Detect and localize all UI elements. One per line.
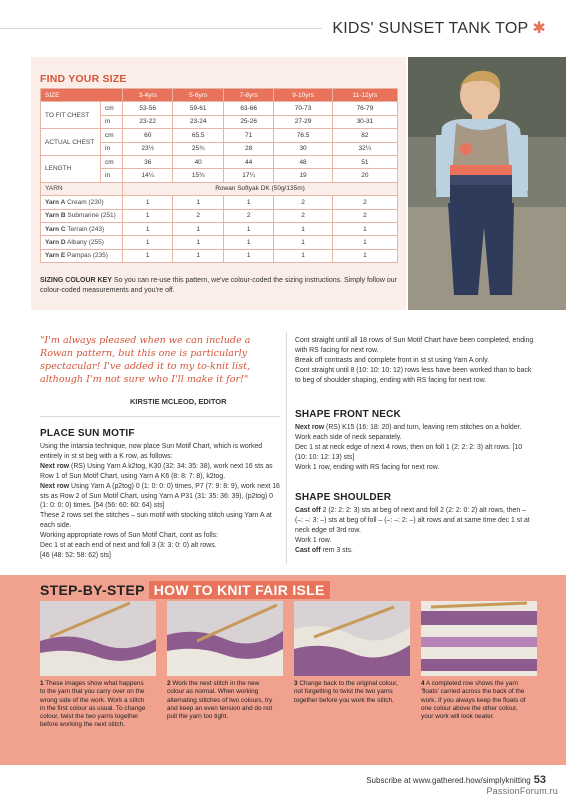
sizing-colour-key xyxy=(40,276,400,295)
paragraph: [46 (48: 52: 58: 62) sts] xyxy=(40,551,111,559)
yarn-row xyxy=(41,249,398,262)
value-cell: 70-73 xyxy=(274,102,332,115)
yarn-code: Yarn D xyxy=(45,238,66,246)
unit-cell: in xyxy=(101,169,123,182)
knitting-photo-4 xyxy=(421,601,537,676)
yarn-label-cell xyxy=(41,209,123,222)
yarn-row xyxy=(41,209,398,222)
value-cell: 1 xyxy=(274,236,332,249)
right-column-intro xyxy=(295,336,535,386)
value-cell: 2 xyxy=(173,209,223,222)
value-cell: 63-66 xyxy=(223,102,273,115)
yarn-label-cell xyxy=(41,249,123,262)
find-size-heading: FIND YOUR SIZE xyxy=(40,73,127,85)
value-cell: 25¾ xyxy=(173,142,223,155)
editor-quote: "I'm always pleased when we can include a Rowan pattern, but this one is particularly spectacular! I've added it to my to-knit list, although I'm not sure who I'll make it for!" xyxy=(40,335,251,385)
value-cell: 28 xyxy=(223,142,273,155)
size-name: 5-6yrs xyxy=(173,89,223,102)
measurement-label: TO FIT CHEST xyxy=(41,102,101,129)
value-cell: 71 xyxy=(223,129,273,142)
paragraph xyxy=(295,423,535,433)
value-cell: 30-31 xyxy=(332,115,397,128)
yarn-row xyxy=(41,196,398,209)
size-name: 11-12yrs xyxy=(332,89,397,102)
table-row xyxy=(41,155,398,168)
paragraph xyxy=(40,462,280,482)
step-text: Change back to the original colour, not forgetting to twist the two yarns together before you work the stitch. xyxy=(294,680,398,704)
watermark: PassionForum.ru xyxy=(486,786,558,796)
value-cell: 30 xyxy=(274,142,332,155)
page-number: 53 xyxy=(533,774,546,786)
front-neck-body xyxy=(295,423,535,473)
row-label: Next row xyxy=(295,424,325,431)
value-cell: 1 xyxy=(173,196,223,209)
knitting-photo-3 xyxy=(294,601,410,676)
yarn-row xyxy=(41,222,398,235)
section-heading-place-sun: PLACE SUN MOTIF xyxy=(40,428,135,439)
model-photo xyxy=(408,57,566,310)
value-cell: 1 xyxy=(332,236,397,249)
value-cell: 36 xyxy=(123,155,173,168)
paragraph: Working appropriate rows of Sun Motif Chart, cont as folls: xyxy=(40,532,218,540)
value-cell: 2 xyxy=(274,196,332,209)
value-cell: 17¼ xyxy=(223,169,273,182)
paragraph: Work 1 row. xyxy=(295,536,332,544)
section-heading-front-neck: SHAPE FRONT NECK xyxy=(295,409,401,420)
value-cell: 23½ xyxy=(123,142,173,155)
step-image xyxy=(421,601,537,676)
place-sun-body xyxy=(40,442,280,561)
header-rule xyxy=(0,28,350,29)
value-cell: 1 xyxy=(123,236,173,249)
size-header-row xyxy=(41,89,398,102)
value-cell: 1 xyxy=(223,236,273,249)
step-by-step-heading xyxy=(40,582,330,598)
value-cell: 1 xyxy=(173,249,223,262)
value-cell: 2 xyxy=(223,209,273,222)
step-number: 1 xyxy=(40,680,44,687)
paragraph: Break off contrasts and complete front in st st using Yarn A only. xyxy=(295,356,490,364)
size-label: SIZE xyxy=(41,89,123,102)
paragraph: Using the intarsia technique, now place Sun Motif Chart, which is worked entirely in st st beg with a K row, as follows: xyxy=(40,443,263,460)
step-image xyxy=(294,601,410,676)
value-cell: 53-56 xyxy=(123,102,173,115)
yarn-label-cell xyxy=(41,236,123,249)
yarn-code: Yarn C xyxy=(45,225,66,233)
row-text: Using Yarn A (p2tog) 0 (1: 0: 0: 0) times, P7 (7: 9: 8: 9), work next 16 sts as Row 2 of Sun Motif Chart, using Yarn A P31 (31: 35: 36: 39), (p2tog) 0 (1: 0: 0: 0) times. [54 (56: 60: 60: 64) sts] xyxy=(40,482,280,510)
value-cell: 1 xyxy=(123,222,173,235)
step-image xyxy=(167,601,283,676)
paragraph: Cont straight until all 18 rows of Sun Motif Chart have been completed, ending with RS facing for next row. xyxy=(295,337,534,354)
value-cell: 59-61 xyxy=(173,102,223,115)
value-cell: 23-24 xyxy=(173,115,223,128)
value-cell: 19 xyxy=(274,169,332,182)
row-label: Cast off xyxy=(295,546,321,554)
value-cell: 48 xyxy=(274,155,332,168)
quote-author: KIRSTIE MCLEOD, EDITOR xyxy=(130,397,227,406)
unit-cell: in xyxy=(101,115,123,128)
row-label: Cast off xyxy=(295,507,321,514)
column-divider xyxy=(286,332,287,564)
size-name: 9-10yrs xyxy=(274,89,332,102)
value-cell: 27-29 xyxy=(274,115,332,128)
yarn-label-cell xyxy=(41,196,123,209)
unit-cell: in xyxy=(101,142,123,155)
subscribe-link[interactable]: Subscribe at www.gathered.how/simplyknitting xyxy=(366,776,531,785)
paragraph: Cont straight until 8 (10: 10: 10: 12) rows less have been worked than to back to beg of shoulder shaping, ending with RS facing for next row. xyxy=(295,366,532,384)
paragraph xyxy=(40,482,280,512)
row-text: (RS) Using Yarn A k2tog, K30 (32: 34: 35: 38), work next 16 sts as Row 1 of Sun Motif Chart, using Yarn A K6 (8: 8: 7: 8), k2tog. xyxy=(40,462,273,480)
value-cell: 76-79 xyxy=(332,102,397,115)
yarn-name: Rowan Softyak DK (50g/135m) xyxy=(123,182,398,195)
yarn-header-row xyxy=(41,182,398,195)
value-cell: 1 xyxy=(123,196,173,209)
yarn-colour: Terrain (243) xyxy=(67,225,105,233)
yarn-colour: Albany (255) xyxy=(67,238,104,246)
value-cell: 20 xyxy=(332,169,397,182)
unit-cell: cm xyxy=(101,155,123,168)
yarn-label: YARN xyxy=(41,182,123,195)
value-cell: 65.5 xyxy=(173,129,223,142)
step-text: Work the next stitch in the new colour as normal. When working alternating stitches of two colours, try and keep an even tension and do not pull the yarn too tight. xyxy=(167,680,273,721)
value-cell: 76.5 xyxy=(274,129,332,142)
paragraph: Work each side of neck separately. xyxy=(295,433,402,441)
value-cell: 2 xyxy=(274,209,332,222)
paragraph xyxy=(295,546,535,556)
step-caption xyxy=(167,680,277,721)
value-cell: 40 xyxy=(173,155,223,168)
value-cell: 44 xyxy=(223,155,273,168)
value-cell: 25-26 xyxy=(223,115,273,128)
row-label: Next row xyxy=(40,482,70,490)
step-caption xyxy=(421,680,531,721)
row-text: (RS) K15 (16: 18: 20) and turn, leaving rem stitches on a holder. xyxy=(326,424,522,431)
row-text: rem 3 sts. xyxy=(322,546,353,554)
yarn-label-cell xyxy=(41,222,123,235)
value-cell: 1 xyxy=(123,249,173,262)
value-cell: 1 xyxy=(274,222,332,235)
page-header xyxy=(0,16,566,42)
key-title: SIZING COLOUR KEY xyxy=(40,277,112,284)
value-cell: 2 xyxy=(332,209,397,222)
page-title xyxy=(322,16,554,42)
unit-cell: cm xyxy=(101,129,123,142)
step-caption xyxy=(40,680,150,730)
child-photo-illustration xyxy=(408,57,566,310)
knitting-photo-2 xyxy=(167,601,283,676)
value-cell: 15¾ xyxy=(173,169,223,182)
value-cell: 1 xyxy=(274,249,332,262)
key-text: So you can re-use this pattern, we've colour-coded the sizing instructions. Simply follow our colour-coded measurements and you're off. xyxy=(40,277,397,294)
table-row xyxy=(41,102,398,115)
paragraph xyxy=(295,506,535,536)
yarn-code: Yarn E xyxy=(45,252,66,260)
value-cell: 1 xyxy=(223,196,273,209)
step-number: 4 xyxy=(421,680,425,687)
table-row xyxy=(41,129,398,142)
asterisk-icon: ✱ xyxy=(532,20,546,37)
size-table xyxy=(40,88,398,263)
value-cell: 1 xyxy=(123,209,173,222)
page-title-text: KIDS' SUNSET TANK TOP xyxy=(332,20,529,37)
divider xyxy=(40,416,280,417)
knitting-photo-1 xyxy=(40,601,156,676)
row-text: 2 (2: 2: 2: 3) sts at beg of next and foll 2 (2: 2: 0: 2) alt rows, then – (–: –: 3: –) sts at beg of foll – (–: –: 2: –) alt rows and at same time dec 1 st at neck edge of 3rd row. xyxy=(295,507,530,534)
paragraph: Dec 1 st at each end of next and foll 3 (3: 3: 0: 0) alt rows. xyxy=(40,542,217,550)
value-cell: 1 xyxy=(332,249,397,262)
value-cell: 23-22 xyxy=(123,115,173,128)
step-text: A completed row shows the yarn 'floats' carried across the back of the work. If you always keep the floats of one colour above the other colour, your work will look neater. xyxy=(421,680,526,721)
paragraph: These 2 rows set the stitches – sun motif with stocking stitch using Yarn A at each side. xyxy=(40,512,272,530)
value-cell: 1 xyxy=(223,249,273,262)
value-cell: 32¼ xyxy=(332,142,397,155)
step-text: These images show what happens to the yarn that you carry over on the wrong side of the work. Work a stitch in the first colour as usual. To change colour, twist the two yarns together before working the next stitch. xyxy=(40,680,146,729)
value-cell: 2 xyxy=(332,196,397,209)
heading-part-b: HOW TO KNIT FAIR ISLE xyxy=(149,581,330,599)
shoulder-body xyxy=(295,506,535,556)
step-number: 2 xyxy=(167,680,171,687)
page-footer xyxy=(366,774,546,786)
value-cell: 1 xyxy=(332,222,397,235)
step-number: 3 xyxy=(294,680,298,687)
size-name: 7-8yrs xyxy=(223,89,273,102)
paragraph: Work 1 row, ending with RS facing for next row. xyxy=(295,463,440,471)
value-cell: 1 xyxy=(173,222,223,235)
yarn-code: Yarn A xyxy=(45,198,66,206)
value-cell: 60 xyxy=(123,129,173,142)
value-cell: 1 xyxy=(223,222,273,235)
measurement-label: LENGTH xyxy=(41,155,101,182)
value-cell: 82 xyxy=(332,129,397,142)
yarn-colour: Pampas (235) xyxy=(67,252,108,260)
value-cell: 14¼ xyxy=(123,169,173,182)
unit-cell: cm xyxy=(101,102,123,115)
yarn-row xyxy=(41,236,398,249)
value-cell: 1 xyxy=(173,236,223,249)
measurement-label: ACTUAL CHEST xyxy=(41,129,101,156)
yarn-code: Yarn B xyxy=(45,212,66,220)
yarn-colour: Submarine (251) xyxy=(67,212,116,220)
size-name: 3-4yrs xyxy=(123,89,173,102)
step-image xyxy=(40,601,156,676)
row-label: Next row xyxy=(40,462,70,470)
paragraph: Dec 1 st at neck edge of next 4 rows, then on foll 1 (2: 2: 2: 3) alt rows. [10 (10: 10: 12: 13) sts] xyxy=(295,443,523,461)
section-heading-shoulder: SHAPE SHOULDER xyxy=(295,492,392,503)
step-caption xyxy=(294,680,404,705)
value-cell: 51 xyxy=(332,155,397,168)
heading-part-a: STEP-BY-STEP xyxy=(40,582,145,598)
yarn-colour: Cream (230) xyxy=(67,198,104,206)
